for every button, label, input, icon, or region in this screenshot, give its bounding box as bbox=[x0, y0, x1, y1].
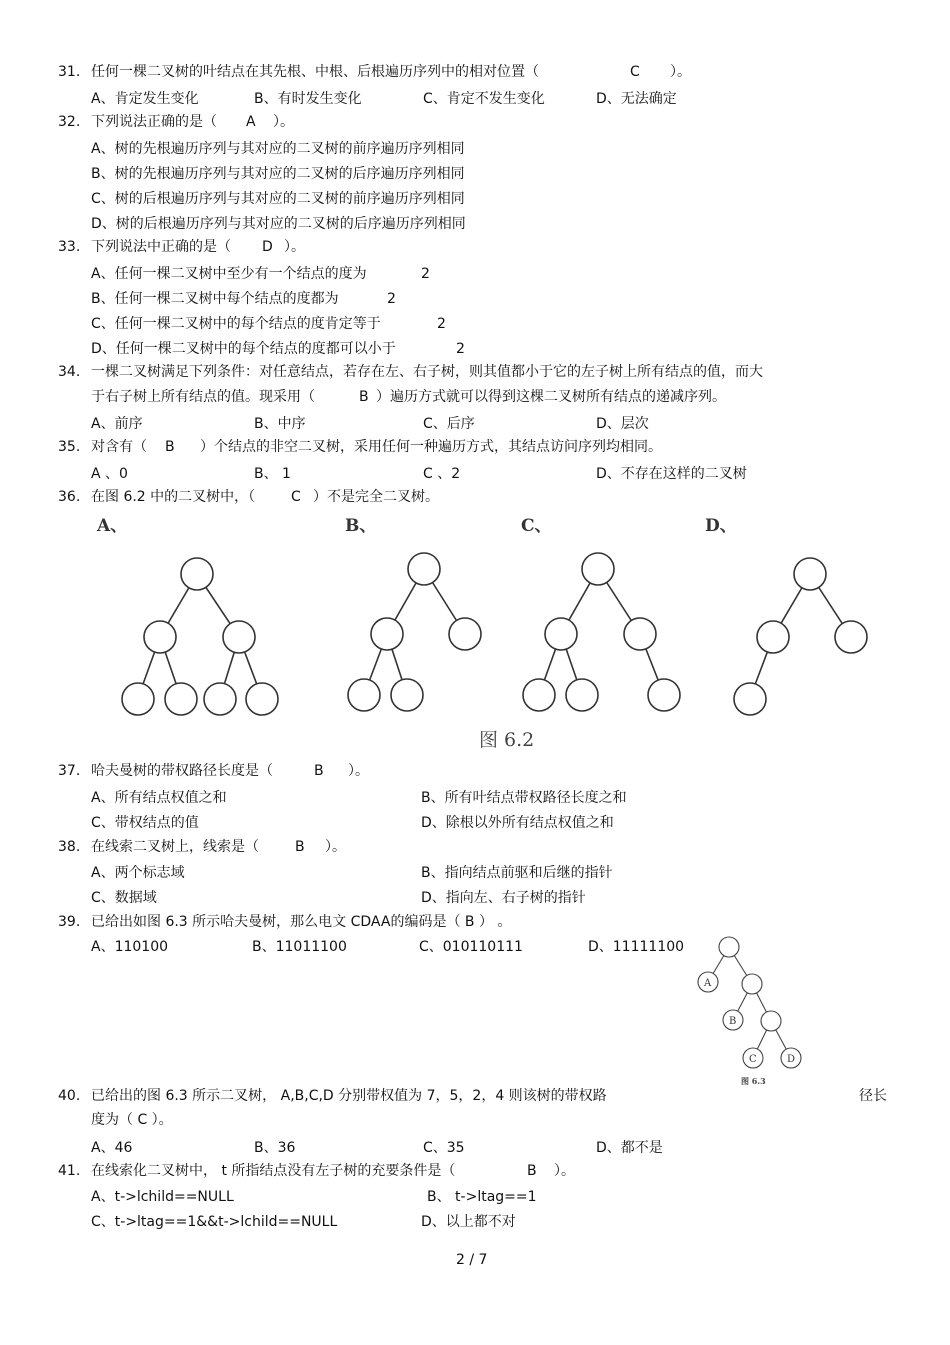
q31-answer: C bbox=[630, 64, 640, 80]
q32-number: 32. bbox=[58, 114, 81, 130]
q37-answer: B bbox=[314, 763, 324, 779]
q34-number: 34. bbox=[58, 364, 81, 380]
q35-number: 35. bbox=[58, 439, 81, 455]
figure-6-3-node-a: A bbox=[704, 978, 712, 989]
q40-stem-line1: 已给出的图 6.3 所示二叉树， A,B,C,D 分别带权值为 7，5，2，4 则该树的带权路 bbox=[91, 1088, 607, 1104]
q34-stem-line2-pre: 于右子树上所有结点的值。现采用（ bbox=[91, 389, 315, 405]
q40-stem-line2: 度为（ C ）。 bbox=[91, 1112, 173, 1128]
q37-option-a: A、所有结点权值之和 bbox=[91, 790, 227, 806]
q33-option-b-value: 2 bbox=[387, 291, 396, 307]
q37-number: 37. bbox=[58, 763, 81, 779]
q40-option-c: C、35 bbox=[423, 1140, 465, 1156]
q39-option-b: B、11011100 bbox=[252, 939, 347, 955]
q32-option-b: B、树的先根遍历序列与其对应的二叉树的后序遍历序列相同 bbox=[91, 166, 465, 182]
q36-answer: C bbox=[291, 489, 301, 505]
q32-option-a: A、树的先根遍历序列与其对应的二叉树的前序遍历序列相同 bbox=[91, 141, 465, 157]
q38-option-a: A、两个标志域 bbox=[91, 865, 185, 881]
q31-number: 31. bbox=[58, 64, 81, 80]
q33-option-a-value: 2 bbox=[421, 266, 430, 282]
page-number: 2 / 7 bbox=[456, 1252, 488, 1268]
q35-option-a: A 、0 bbox=[91, 466, 128, 482]
q33-option-c-value: 2 bbox=[437, 316, 446, 332]
q34-stem-line1: 一棵二叉树满足下列条件：对任意结点，若存在左、右子树，则其值都小于它的左子树上所有结点的值，而大 bbox=[91, 364, 763, 380]
figure-6-3-node-c: C bbox=[749, 1054, 757, 1065]
figure-6-2-label-a: A、 bbox=[97, 516, 128, 536]
q31-option-a: A、肯定发生变化 bbox=[91, 91, 199, 107]
q41-option-b: B、 t->ltag==1 bbox=[427, 1189, 537, 1205]
q36-stem-post: ）不是完全二叉树。 bbox=[313, 489, 439, 505]
q35-stem-pre: 对含有（ bbox=[91, 439, 147, 455]
q33-close: ）。 bbox=[284, 239, 305, 255]
q32-close: ）。 bbox=[273, 114, 294, 130]
figure-6-2-caption: 图 6.2 bbox=[479, 729, 535, 751]
q41-number: 41. bbox=[58, 1163, 81, 1179]
q34-option-c: C、后序 bbox=[423, 416, 475, 432]
q40-option-a: A、46 bbox=[91, 1140, 133, 1156]
q38-option-d: D、指向左、右子树的指针 bbox=[421, 890, 586, 906]
q41-option-d: D、以上都不对 bbox=[421, 1214, 516, 1230]
q38-number: 38. bbox=[58, 839, 81, 855]
q34-option-a: A、前序 bbox=[91, 416, 143, 432]
q31-option-c: C、肯定不发生变化 bbox=[423, 91, 545, 107]
q34-option-d: D、层次 bbox=[596, 416, 649, 432]
q32-option-d: D、树的后根遍历序列与其对应的二叉树的后序遍历序列相同 bbox=[91, 216, 466, 232]
q39-stem: 已给出如图 6.3 所示哈夫曼树，那么电文 CDAA的编码是（ B ） 。 bbox=[91, 914, 512, 930]
q39-option-c: C、010110111 bbox=[419, 939, 523, 955]
q37-option-b: B、所有叶结点带权路径长度之和 bbox=[421, 790, 627, 806]
figure-6-2-label-c: C、 bbox=[521, 516, 552, 536]
q39-option-d: D、11111100 bbox=[588, 939, 685, 955]
q41-option-c: C、t->ltag==1&&t->lchild==NULL bbox=[91, 1214, 338, 1230]
figure-6-3-node-b: B bbox=[729, 1016, 737, 1027]
q38-close: ）。 bbox=[325, 839, 346, 855]
q37-stem: 哈夫曼树的带权路径长度是（ bbox=[91, 763, 273, 779]
q40-option-d: D、都不是 bbox=[596, 1140, 663, 1156]
q38-option-c: C、数据域 bbox=[91, 890, 157, 906]
q41-answer: B bbox=[527, 1163, 537, 1179]
q32-answer: A bbox=[246, 114, 256, 130]
q37-option-d: D、除根以外所有结点权值之和 bbox=[421, 815, 614, 831]
q31-option-d: D、无法确定 bbox=[596, 91, 677, 107]
figure-6-2-label-b: B、 bbox=[345, 516, 377, 536]
figure-6-2-label-d: D、 bbox=[705, 516, 737, 536]
q34-answer: B bbox=[359, 389, 369, 405]
q37-close: ）。 bbox=[348, 763, 369, 779]
q40-stem-line1-tail: 径长 bbox=[859, 1088, 887, 1104]
q40-option-b: B、36 bbox=[254, 1140, 296, 1156]
q33-option-a: A、任何一棵二叉树中至少有一个结点的度为 bbox=[91, 266, 367, 282]
q33-stem: 下列说法中正确的是（ bbox=[91, 239, 231, 255]
q36-stem-pre: 在图 6.2 中的二叉树中，（ bbox=[91, 489, 256, 505]
q36-number: 36. bbox=[58, 489, 81, 505]
q35-stem-post: ）个结点的非空二叉树，采用任何一种遍历方式，其结点访问序列均相同。 bbox=[200, 439, 662, 455]
figure-6-3-caption: 图 6.3 bbox=[741, 1076, 766, 1086]
q35-answer: B bbox=[165, 439, 175, 455]
q33-option-d: D、任何一棵二叉树中的每个结点的度都可以小于 bbox=[91, 341, 396, 357]
q40-number: 40. bbox=[58, 1088, 81, 1104]
q33-option-c: C、任何一棵二叉树中的每个结点的度肯定等于 bbox=[91, 316, 381, 332]
q38-answer: B bbox=[295, 839, 305, 855]
q39-option-a: A、110100 bbox=[91, 939, 169, 955]
q38-stem: 在线索二叉树上，线索是（ bbox=[91, 839, 259, 855]
q33-option-d-value: 2 bbox=[456, 341, 465, 357]
q39-number: 39. bbox=[58, 914, 81, 930]
q41-stem: 在线索化二叉树中， t 所指结点没有左子树的充要条件是（ bbox=[91, 1163, 456, 1179]
q31-stem: 任何一棵二叉树的叶结点在其先根、中根、后根遍历序列中的相对位置（ bbox=[91, 64, 539, 80]
q35-option-c: C 、2 bbox=[423, 466, 461, 482]
q31-close: ）。 bbox=[670, 64, 691, 80]
q33-number: 33. bbox=[58, 239, 81, 255]
q38-option-b: B、指向结点前驱和后继的指针 bbox=[421, 865, 613, 881]
q34-stem-line2-post: ）遍历方式就可以得到这棵二叉树所有结点的递减序列。 bbox=[376, 389, 726, 405]
q33-option-b: B、任何一棵二叉树中每个结点的度都为 bbox=[91, 291, 339, 307]
figure-6-3-node-d: D bbox=[787, 1054, 796, 1065]
q37-option-c: C、带权结点的值 bbox=[91, 815, 199, 831]
q33-answer: D bbox=[262, 239, 273, 255]
q41-option-a: A、t->lchild==NULL bbox=[91, 1189, 234, 1205]
q35-option-d: D、不存在这样的二叉树 bbox=[596, 466, 747, 482]
q32-stem: 下列说法正确的是（ bbox=[91, 114, 217, 130]
q31-option-b: B、有时发生变化 bbox=[254, 91, 362, 107]
q32-option-c: C、树的后根遍历序列与其对应的二叉树的前序遍历序列相同 bbox=[91, 191, 465, 207]
q41-close: ）。 bbox=[554, 1163, 575, 1179]
q35-option-b: B、 1 bbox=[254, 466, 291, 482]
q34-option-b: B、中序 bbox=[254, 416, 306, 432]
